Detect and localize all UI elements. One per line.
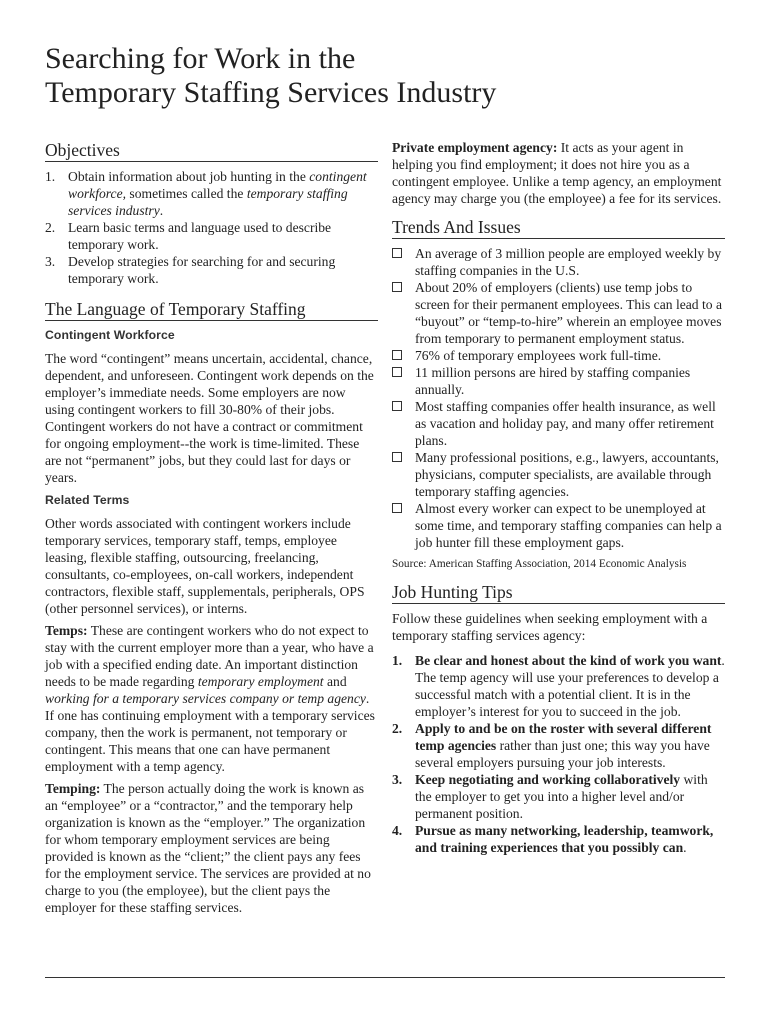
list-item <box>392 652 725 720</box>
list-number: 1. <box>392 653 403 668</box>
list-item <box>392 500 725 551</box>
source-note: Source: American Staffing Association, 2014 Economic Analysis <box>392 558 687 570</box>
list-item <box>392 822 725 856</box>
tip-text: rather than just one; this way you have several employers pursuing your job interests. <box>415 738 710 770</box>
tip-bold-text: Keep negotiating and working collaboratively <box>415 772 681 787</box>
private-agency-text: It acts as your agent in helping you find employment; it does not hire you as a contingent employee. Unlike a temp agency, an employment agency may charge you (the employee) a fee for its services. <box>392 140 722 206</box>
list-number: 3. <box>392 772 403 787</box>
objective-italic-text: temporary staffing services industry <box>68 186 348 218</box>
list-item <box>45 253 378 287</box>
objective-italic-text: contingent workforce, <box>68 169 367 201</box>
objectives-heading: Objectives <box>45 140 378 162</box>
list-item <box>392 398 725 449</box>
temps-text: . If one has continuing employment with a temporary services company, then the work is permanent, not temporary or contingent. This means that one can have permanent employment with a temp agency. <box>45 691 375 774</box>
tip-text: with the employer to get you into a higher level and/or permanent position. <box>415 772 708 821</box>
list-item <box>392 245 725 279</box>
temps-text: These are contingent workers who do not expect to stay with the current employer more than a year, who have a job with a specified ending date. An important distinction needs to be made regarding <box>45 623 374 689</box>
page-title-line1: Searching for Work in the <box>45 42 356 75</box>
objective-text: Learn basic terms and language used to describe temporary work. <box>68 220 332 252</box>
list-item <box>392 279 725 347</box>
list-item <box>392 771 725 822</box>
list-item <box>392 364 725 398</box>
checkbox-icon <box>392 350 402 360</box>
list-number: 2. <box>45 220 56 235</box>
trend-text: An average of 3 million people are employed weekly by staffing companies in the U.S. <box>415 246 722 278</box>
temps-paragraph <box>45 622 378 775</box>
checkbox-icon <box>392 503 402 513</box>
list-number: 1. <box>45 169 56 184</box>
page-title-line2: Temporary Staffing Services Industry <box>45 76 497 109</box>
trend-text: About 20% of employers (clients) use temp jobs to screen for their permanent employees. This can lead to a “buyout” or “temp-to-hire” wherein an employee moves from temporary to permanent employment status. <box>415 280 722 346</box>
trend-text: Many professional positions, e.g., lawyers, accountants, physicians, computer specialists, are available through temporary staffing agencies. <box>415 450 719 499</box>
list-number: 4. <box>392 823 403 838</box>
language-heading: The Language of Temporary Staffing <box>45 299 378 321</box>
objective-text: Develop strategies for searching for and securing temporary work. <box>68 254 336 286</box>
bottom-divider <box>45 977 725 978</box>
temping-paragraph <box>45 780 378 916</box>
list-item <box>45 219 378 253</box>
list-number: 2. <box>392 721 403 736</box>
temps-italic-text: temporary employment <box>197 674 324 689</box>
temps-text: and <box>323 674 347 689</box>
tip-text: . <box>683 840 687 855</box>
temping-text: The person actually doing the work is known as an “employee” or a “contractor,” and the temporary help organization is known as the “employer.” The organization for whom temporary employment services are being provided is known as the “client;” the client pays any fees for the employment service. The services are provided at no charge to you (the employee), but the client pays the employer for these staffing services. <box>45 781 371 915</box>
trend-text: 76% of temporary employees work full-time. <box>415 348 662 363</box>
trend-text: Almost every worker can expect to be unemployed at some time, and temporary staffing companies can help a job hunter fill these employment gaps. <box>415 501 722 550</box>
objective-text: sometimes called the <box>126 186 247 201</box>
tips-heading: Job Hunting Tips <box>392 582 725 604</box>
trend-text: Most staffing companies offer health insurance, as well as vacation and holiday pay, and many offer retirement plans. <box>415 399 716 448</box>
objectives-list <box>45 168 378 287</box>
page-title <box>45 42 735 110</box>
checkbox-icon <box>392 401 402 411</box>
trends-heading: Trends And Issues <box>392 217 725 239</box>
list-item <box>392 449 725 500</box>
checkbox-icon <box>392 248 402 258</box>
trend-text: 11 million persons are hired by staffing companies annually. <box>415 365 691 397</box>
tip-bold-text: Pursue as many networking, leadership, teamwork, and training experiences that you possibly can <box>415 823 714 855</box>
contingent-workforce-text: The word “contingent” means uncertain, accidental, chance, dependent, and unforeseen. Contingent work depends on the employer’s immediate needs. Some employers are now using contingent workers to fill 30-80% of their jobs. Contingent workers do not have a contract or commitment for ongoing employment--the work is time-limited. These are not “permanent” jobs, but they could last for days or years. <box>45 351 374 485</box>
tips-list <box>392 652 725 856</box>
checkbox-icon <box>392 282 402 292</box>
trends-list <box>392 245 725 551</box>
checkbox-icon <box>392 367 402 377</box>
private-agency-label: Private employment agency: <box>392 140 558 155</box>
list-item <box>45 168 378 219</box>
objective-text: . <box>159 203 164 218</box>
list-number: 3. <box>45 254 56 269</box>
checkbox-icon <box>392 452 402 462</box>
tip-bold-text: Apply to and be on the roster with several different temp agencies <box>415 721 712 753</box>
private-agency-paragraph <box>392 139 725 207</box>
tip-bold-text: Be clear and honest about the kind of work you want <box>415 653 722 668</box>
right-column <box>392 139 725 856</box>
contingent-workforce-heading: Contingent Workforce <box>45 328 175 342</box>
list-item <box>392 720 725 771</box>
related-terms-heading: Related Terms <box>45 493 130 507</box>
tips-intro: Follow these guidelines when seeking employment with a temporary staffing services agency: <box>392 611 708 643</box>
temps-italic-text: working for a temporary services company or temp agency <box>45 691 366 706</box>
temping-label: Temping: <box>45 781 101 796</box>
list-item <box>392 347 725 364</box>
left-column <box>45 140 378 921</box>
objective-text: Obtain information about job hunting in the <box>68 169 310 184</box>
related-terms-text: Other words associated with contingent workers include temporary services, temporary staff, temps, employee leasing, flexible staffing, outsourcing, freelancing, consultants, co-employees, on-call workers, independent contractors, flexible staff, supplementals, peripherals, OPS (other personnel services), or interns. <box>45 516 365 616</box>
tip-text: . The temp agency will use your preferences to develop a successful match with a potential client. It is in the employer’s interest for you to succeed in the job. <box>415 653 725 719</box>
temps-label: Temps: <box>45 623 88 638</box>
